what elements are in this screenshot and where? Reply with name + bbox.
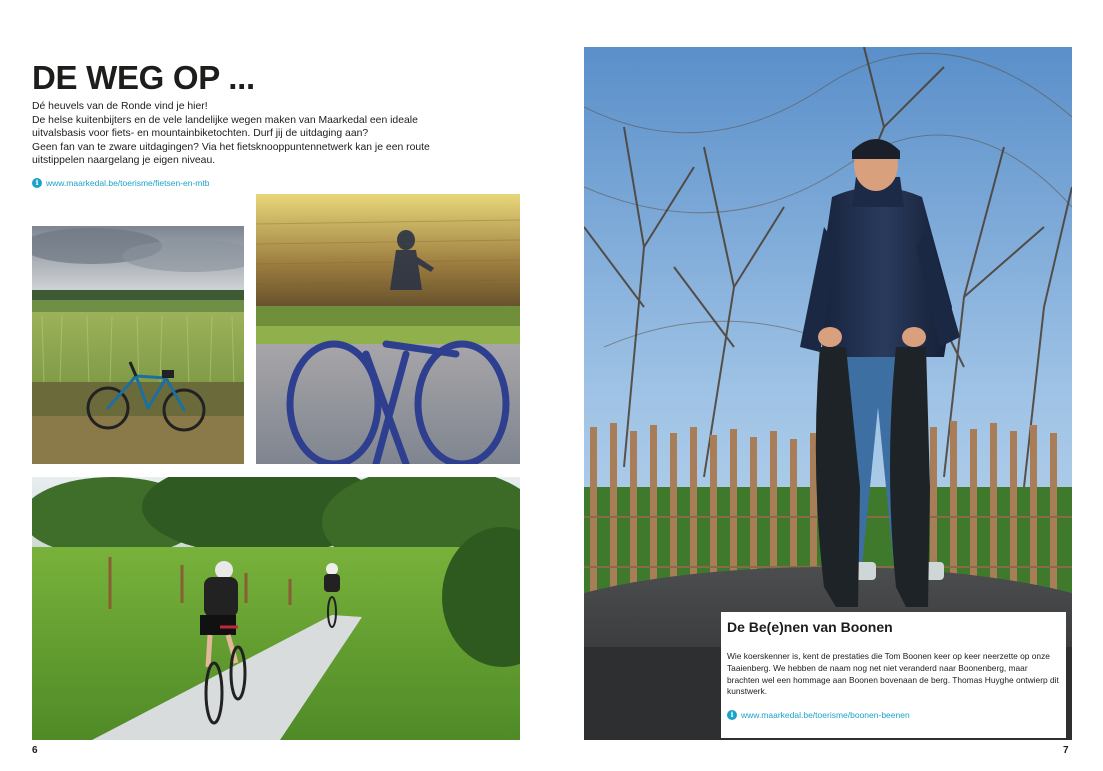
boonen-info-box: [721, 612, 1066, 738]
page-number-right: 7: [1063, 745, 1069, 756]
info-icon: i: [32, 178, 42, 188]
intro-line-3: Geen fan van te zware uitdagingen? Via het fietsknooppuntennetwerk kan je een route uitstippelen naargelang je eigen niveau.: [32, 141, 430, 167]
intro-line-1: Dé heuvels van de Ronde vind je hier!: [32, 101, 208, 112]
intro-line-2: De helse kuitenbijters en de vele landelijke wegen maken van Maarkedal een ideale uitvalsbasis voor fiets- en mountainbiketochten. Durf jij de uitdaging aan?: [32, 114, 418, 140]
cycling-link[interactable]: [32, 178, 209, 188]
page-title: DE WEG OP ...: [32, 59, 255, 96]
photo-cyclist-shadow: [256, 194, 520, 464]
boonen-box-text: Wie koerskenner is, kent de prestaties die Tom Boonen keer op keer neerzette op onze Taaienberg. We hebben de naam nog net niet veranderd naar Boonenberg, maar brachten wel een hommage aan Boonen bovenaan de berg. Thomas Huyghe ontwierp dit kunstwerk.: [727, 651, 1059, 697]
cycling-link-text[interactable]: www.maarkedal.be/toerisme/fietsen-en-mtb: [46, 178, 210, 188]
photo-bike-in-field: [32, 226, 244, 464]
info-icon: i: [727, 710, 737, 720]
page-number-left: 6: [32, 745, 38, 756]
photo-cyclists-on-road: [32, 477, 520, 740]
boonen-box-title: De Be(e)nen van Boonen: [727, 619, 893, 635]
boonen-link-text[interactable]: www.maarkedal.be/toerisme/boonen-beenen: [741, 710, 910, 721]
intro-text: [32, 100, 432, 168]
boonen-link[interactable]: [727, 710, 1059, 720]
